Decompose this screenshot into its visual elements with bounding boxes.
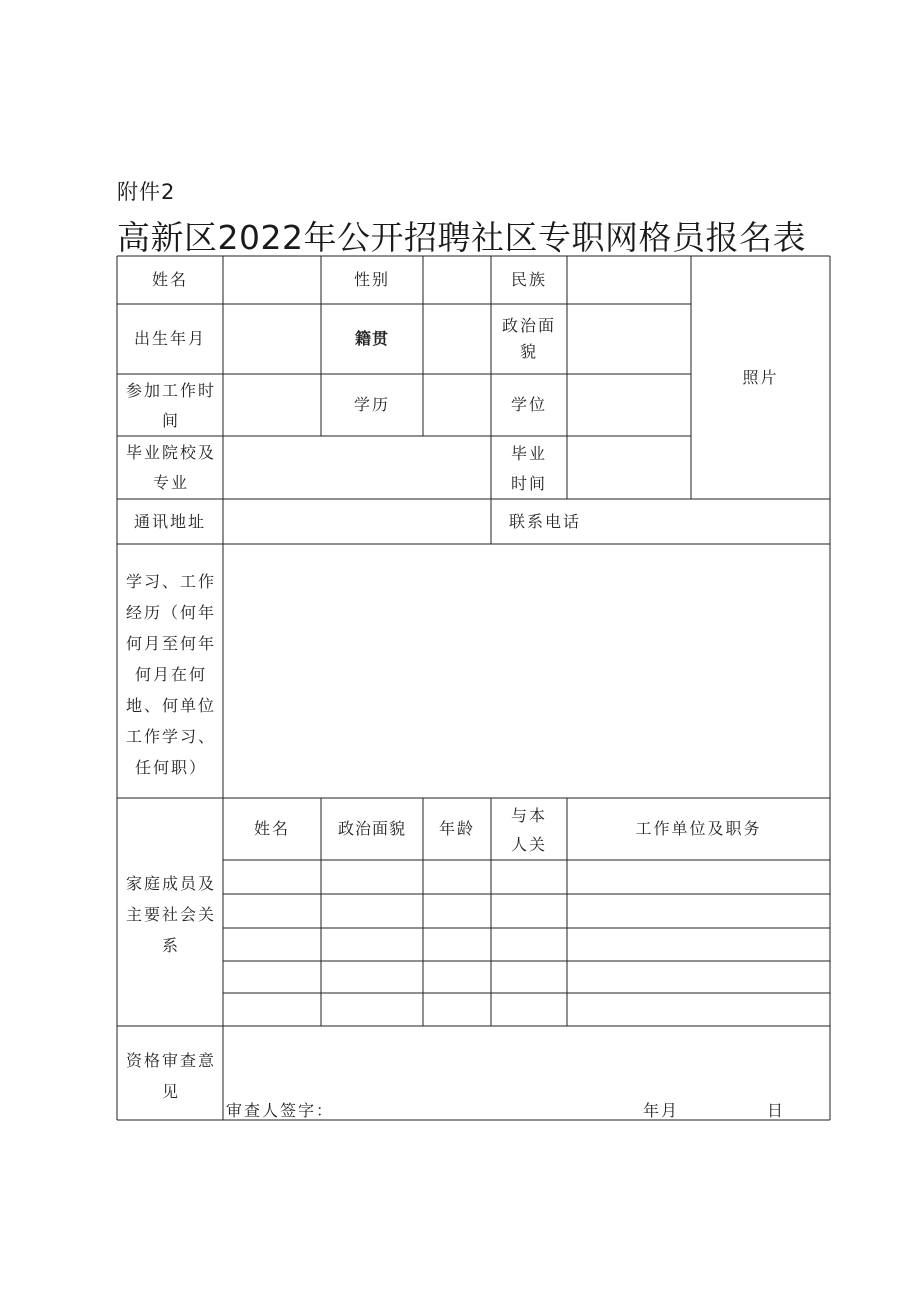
label-phone: 联系电话 — [509, 511, 582, 531]
family-row[interactable] — [224, 861, 830, 893]
label-photo: 照片 — [742, 367, 779, 387]
family-header-age: 年龄 — [438, 819, 475, 838]
input-education[interactable] — [424, 375, 490, 435]
label-day: 日 — [767, 1101, 786, 1120]
family-header-political: 政治面貌 — [337, 819, 406, 838]
label-review: 资格审查意见 — [125, 1051, 216, 1101]
label-signer: 审查人签字： — [226, 1101, 335, 1120]
label-birth-date: 出生年月 — [133, 329, 206, 348]
attachment-label: 附件2 — [117, 180, 176, 204]
label-address: 通讯地址 — [133, 511, 206, 531]
label-family-section: 家庭成员及主要社会关系 — [125, 873, 216, 955]
input-native-place[interactable] — [424, 305, 490, 373]
input-school-major[interactable] — [224, 437, 490, 498]
input-work-start[interactable] — [224, 375, 320, 435]
input-name[interactable] — [224, 257, 320, 303]
label-school-major: 毕业院校及专业 — [125, 443, 216, 492]
input-address[interactable] — [224, 500, 490, 543]
label-graduation-time: 毕业时间 — [510, 444, 547, 493]
form-title: 高新区2022年公开招聘社区专职网格员报名表 — [117, 218, 806, 257]
family-row[interactable] — [224, 962, 830, 992]
label-ethnicity: 民族 — [510, 270, 547, 289]
label-degree: 学位 — [510, 395, 547, 414]
input-degree[interactable] — [568, 375, 690, 435]
family-header-work: 工作单位及职务 — [635, 819, 762, 838]
label-name: 姓名 — [151, 270, 188, 289]
label-native-place: 籍贯 — [354, 329, 389, 348]
photo-box[interactable] — [691, 256, 830, 499]
input-political-status[interactable] — [568, 305, 690, 373]
family-row[interactable] — [224, 895, 830, 927]
input-experience[interactable] — [224, 545, 829, 797]
label-gender: 性别 — [353, 270, 390, 289]
family-header-relation: 与本人关 — [510, 806, 547, 854]
input-gender[interactable] — [424, 257, 490, 303]
input-review[interactable] — [224, 1027, 829, 1097]
input-graduation-time[interactable] — [568, 437, 690, 498]
family-header-name: 姓名 — [253, 819, 290, 838]
label-year-month: 年月 — [643, 1101, 680, 1120]
label-work-start: 参加工作时间 — [125, 381, 216, 430]
input-ethnicity[interactable] — [568, 257, 690, 303]
label-education: 学历 — [353, 395, 390, 414]
label-experience: 学习、工作经历（何年何月至何年何月在何地、何单位工作学习、任何职） — [125, 571, 216, 777]
label-political-status: 政治面貌 — [501, 316, 556, 361]
family-row[interactable] — [224, 929, 830, 960]
input-birth-date[interactable] — [224, 305, 320, 373]
family-row[interactable] — [224, 994, 830, 1025]
